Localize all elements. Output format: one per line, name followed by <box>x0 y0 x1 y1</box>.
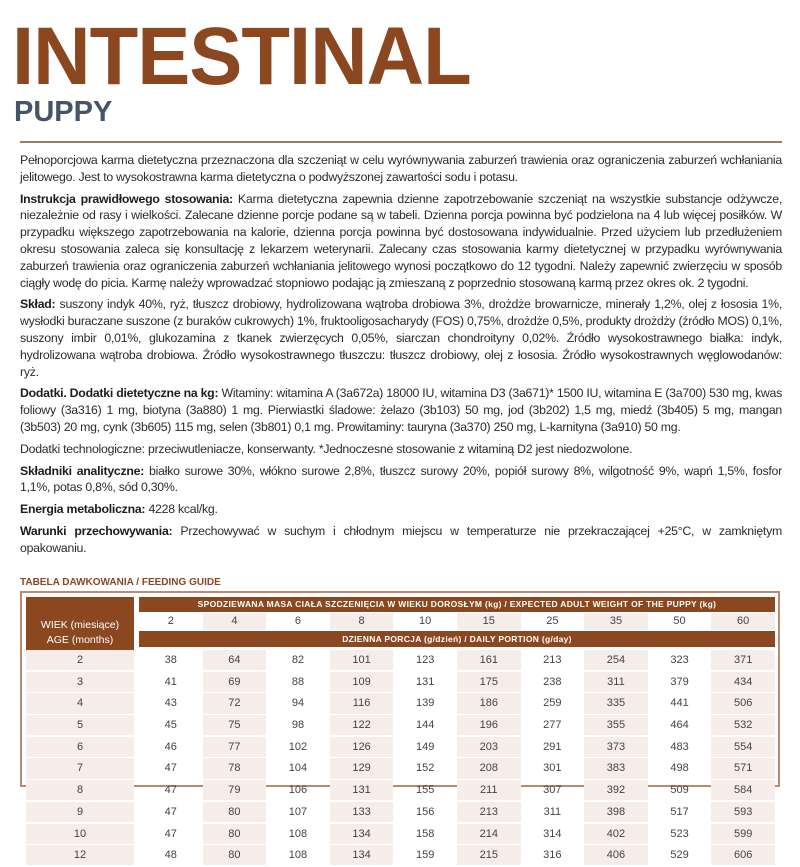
table-row <box>26 672 775 692</box>
portion-cell: 593 <box>711 802 775 822</box>
portion-cell: 506 <box>711 693 775 713</box>
portion-cell: 78 <box>203 758 267 778</box>
portion-cell: 79 <box>203 780 267 800</box>
section-paragraph <box>20 523 782 557</box>
table-row <box>26 802 775 822</box>
portion-cell: 323 <box>670 654 689 666</box>
portion-cell: 441 <box>670 697 689 710</box>
section-label: Składniki analityczne: <box>20 463 145 478</box>
table-row <box>26 758 775 778</box>
portion-cell: 82 <box>291 654 305 666</box>
section-text: Przechowywać w suchym i chłodnym miejscu w temperaturze nie przekraczającej +25°C, w zamkniętym opakowaniu. <box>20 523 782 555</box>
portion-cell: 43 <box>164 697 177 710</box>
portion-cell: 335 <box>584 693 648 713</box>
portion-cell: 373 <box>584 737 648 757</box>
portion-cell: 152 <box>415 762 435 775</box>
age-cell: 9 <box>26 802 134 822</box>
weight-header: SPODZIEWANA MASA CIAŁA SZCZENIĘCIA W WIEKU DOROSŁYM (kg) / EXPECTED ADULT WEIGHT OF THE PUPPY (kg) <box>139 597 775 612</box>
portion-cell: 108 <box>288 827 308 840</box>
weight-cell: 15 <box>457 613 521 630</box>
portion-cell: 371 <box>711 650 775 670</box>
portion-cell: 101 <box>330 650 394 670</box>
section-paragraph <box>20 463 782 497</box>
portion-cell: 498 <box>670 762 689 775</box>
table-row <box>26 737 775 757</box>
portion-cell: 47 <box>164 762 177 775</box>
portion-cell: 80 <box>203 802 267 822</box>
portion-cell: 314 <box>543 827 562 840</box>
portion-cell: 509 <box>670 784 689 797</box>
age-cell: 12 <box>26 845 134 865</box>
table-body <box>26 650 775 867</box>
portion-cell: 69 <box>203 672 267 692</box>
portion-cell: 175 <box>457 672 521 692</box>
table-row <box>26 715 775 735</box>
section-text: 4228 kcal/kg. <box>145 502 218 517</box>
portion-cell: 102 <box>288 740 308 753</box>
weight-cell: 10 <box>419 615 432 627</box>
portion-cell: 196 <box>457 715 521 735</box>
portion-cell: 94 <box>291 697 305 710</box>
portion-cell: 532 <box>711 715 775 735</box>
section-text: Witaminy: witamina A (3a672a) 18000 IU, witamina D3 (3a671)* 1500 IU, witamina E (3a700) 530 mg, kwas foliowy (3a316) 1 mg, biotyna (3a880) 1 mg. Pierwiastki śladowe: żelazo (3b103) 50 mg, jod (3b202) 1,5 mg, miedź (3b405) 5 mg, mangan (3b503) 20 mg, cynk (3b605) 115 mg, selen (3b801) 0,1 mg. Prowitaminy: tauryna (3a370) 250 mg, L-karnityna (3a910) 50 mg. <box>20 386 782 434</box>
table-row <box>26 845 775 865</box>
portion-cell: 104 <box>288 762 308 775</box>
portion-cell: 606 <box>711 845 775 865</box>
portion-cell: 215 <box>457 845 521 865</box>
portion-cell: 116 <box>330 693 394 713</box>
portion-cell: 88 <box>291 675 305 688</box>
portion-cell: 156 <box>415 805 435 818</box>
section-paragraph <box>20 501 782 518</box>
portion-cell: 208 <box>457 758 521 778</box>
portion-cell: 554 <box>711 737 775 757</box>
table-row <box>26 650 775 670</box>
weight-cell: 4 <box>203 613 267 630</box>
portion-cell: 213 <box>457 802 521 822</box>
weight-cell: 8 <box>330 613 394 630</box>
age-cell: 10 <box>26 824 134 844</box>
weight-cell: 50 <box>673 615 686 627</box>
age-cell: 5 <box>26 715 134 735</box>
portion-cell: 134 <box>330 824 394 844</box>
portion-cell: 45 <box>164 719 177 732</box>
portion-cell: 379 <box>670 675 689 688</box>
weight-cell: 35 <box>584 613 648 630</box>
portion-cell: 75 <box>203 715 267 735</box>
portion-cell: 571 <box>711 758 775 778</box>
portion-cell: 523 <box>670 827 689 840</box>
section-label: Dodatki. Dodatki dietetyczne na kg: <box>20 386 219 401</box>
portion-cell: 301 <box>543 762 562 775</box>
portion-cell: 214 <box>457 824 521 844</box>
age-header-en: AGE (months) <box>46 634 114 646</box>
portion-cell: 161 <box>457 650 521 670</box>
section-text: suszony indyk 40%, ryż, tłuszcz drobiowy, hydrolizowana wątroba drobiowa 3%, drożdże browarnicze, minerały 1,2%, olej z łososia 1%, wysłodki buraczane suszone (z buraków cukrowych) 1%, fruktooligosacharydy (FOS) 0,75%, drożdże 0,5%, produkty drożdży (źródło MOS) 0,1%, suszony imbir 0,01%, glukozamina z tkanek zwierzęcych 0,05%, siarczan chondroityny 0,02%. Źródło wysokostrawnego białka: indyk, hydrolizowana wątroba drobiowa. Źródło wysokostrawnego tłuszczu: tłuszcz drobiowy, olej z łososia. Źródło wysokostrawnych węglowodanów: ryż. <box>20 297 782 379</box>
description <box>20 152 782 562</box>
portion-cell: 47 <box>164 827 177 840</box>
portion-cell: 158 <box>415 827 435 840</box>
portion-cell: 108 <box>288 849 308 862</box>
weight-cell: 60 <box>711 613 775 630</box>
portion-cell: 383 <box>584 758 648 778</box>
portion-cell: 311 <box>543 805 562 818</box>
portion-cell: 123 <box>415 654 435 666</box>
section-label: Energia metaboliczna: <box>20 502 146 517</box>
table-row <box>26 780 775 800</box>
portion-cell: 392 <box>584 780 648 800</box>
portion-cell: 434 <box>711 672 775 692</box>
section-text: białko surowe 30%, włókno surowe 2,8%, tłuszcz surowy 20%, popiół surowy 8%, wilgotność 9%, wapń 1,5%, fosfor 1,1%, potas 0,8%, sód 0,30%. <box>20 463 782 495</box>
product-subtitle: PUPPY <box>14 96 113 128</box>
feeding-table <box>20 591 780 862</box>
portion-cell: 159 <box>415 849 435 862</box>
portion-cell: 48 <box>164 849 177 862</box>
portion-cell: 529 <box>670 849 689 862</box>
portion-cell: 72 <box>203 693 267 713</box>
portion-cell: 106 <box>288 784 308 797</box>
portion-cell: 80 <box>203 845 267 865</box>
weight-cell: 6 <box>294 615 302 627</box>
portion-cell: 203 <box>457 737 521 757</box>
portion-cell: 483 <box>670 740 689 753</box>
age-cell: 3 <box>26 672 134 692</box>
age-header-pl: WIEK (miesiące) <box>40 619 120 631</box>
portion-cell: 316 <box>543 849 562 862</box>
section-paragraph <box>20 441 782 458</box>
portion-cell: 77 <box>203 737 267 757</box>
portion-cell: 517 <box>670 805 689 818</box>
portion-cell: 129 <box>330 758 394 778</box>
portion-cell: 406 <box>584 845 648 865</box>
section-text: Karma dietetyczna zapewnia dzienne zapotrzebowanie szczeniąt na wszystkie substancje odżywcze, niezależnie od rasy i wielkości. Zalecane dzienne porcje podane są w tabeli. Dzienna porcja powinna być podzielona na 4 lub więcej posiłków. W przypadku większego zapotrzebowania na kalorie, dzienna porcja powinna być dostosowana indywidualnie. Przed użyciem lub przedłużeniem okresu stosowania zaleca się konsultację z lekarzem weterynarii. Zalecany czas stosowania karmy dietetycznej w przypadku wyrównywania zaburzeń trawienia oraz ograniczenia zaburzeń wchłaniania jelitowego wynosi początkowo do 12 tygodni. Należy zapewnić zwierzęciu w sposób ciągły wodę do picia. Karmę należy wprowadzać stopniowo podając ją zmieszaną z poprzednio stosowaną karmą przez okres ok. 2 tygodni. <box>20 191 782 290</box>
portion-cell: 47 <box>164 784 177 797</box>
section-paragraph <box>20 152 782 186</box>
age-cell: 4 <box>26 693 134 713</box>
section-paragraph <box>20 296 782 380</box>
portion-cell: 155 <box>415 784 435 797</box>
portion-cell: 311 <box>584 672 648 692</box>
portion-cell: 584 <box>711 780 775 800</box>
portion-cell: 38 <box>164 654 177 666</box>
section-paragraph <box>20 385 782 435</box>
portion-cell: 402 <box>584 824 648 844</box>
portion-cell: 134 <box>330 845 394 865</box>
portion-cell: 464 <box>670 719 689 732</box>
portion-cell: 80 <box>203 824 267 844</box>
age-cell: 8 <box>26 780 134 800</box>
portion-cell: 126 <box>330 737 394 757</box>
portion-cell: 307 <box>543 784 562 797</box>
portion-cell: 211 <box>457 780 521 800</box>
portion-cell: 259 <box>543 697 562 710</box>
portion-cell: 131 <box>330 780 394 800</box>
portion-cell: 46 <box>164 740 177 753</box>
divider <box>20 141 782 143</box>
portion-cell: 131 <box>415 675 435 688</box>
portion-cell: 398 <box>584 802 648 822</box>
portion-cell: 149 <box>415 740 435 753</box>
section-paragraph <box>20 191 782 292</box>
portion-cell: 599 <box>711 824 775 844</box>
section-label: Instrukcja prawidłowego stosowania: <box>20 191 233 206</box>
table-row <box>26 693 775 713</box>
portion-cell: 186 <box>457 693 521 713</box>
portion-cell: 355 <box>584 715 648 735</box>
portion-cell: 98 <box>291 719 305 732</box>
age-cell: 7 <box>26 758 134 778</box>
portion-cell: 291 <box>543 740 562 753</box>
section-label: Skład: <box>20 297 56 312</box>
weight-row <box>139 613 775 630</box>
portion-cell: 64 <box>203 650 267 670</box>
portion-cell: 277 <box>543 719 562 732</box>
portion-cell: 109 <box>330 672 394 692</box>
portion-cell: 41 <box>164 675 177 688</box>
section-text: Dodatki technologiczne: przeciwutleniacze, konserwanty. *Jednoczesne stosowanie z witaminą D2 jest niedozwolone. <box>20 441 633 456</box>
table-row <box>26 824 775 844</box>
portion-cell: 238 <box>543 675 562 688</box>
portion-header: DZIENNA PORCJA (g/dzień) / DAILY PORTION (g/day) <box>139 631 775 647</box>
section-text: Pełnoporcjowa karma dietetyczna przeznaczona dla szczeniąt w celu wyrównywania zaburzeń trawienia oraz ograniczenia zaburzeń wchłaniania jelitowego. Jest to wysokostrawna karma dietetyczna o podwyższonej zawartości sodu i potasu. <box>20 153 782 184</box>
portion-cell: 133 <box>330 802 394 822</box>
feeding-guide-title: TABELA DAWKOWANIA / FEEDING GUIDE <box>20 577 221 588</box>
portion-cell: 122 <box>330 715 394 735</box>
age-cell: 6 <box>26 737 134 757</box>
portion-cell: 254 <box>584 650 648 670</box>
product-title: INTESTINAL <box>12 11 471 102</box>
weight-cell: 2 <box>167 615 174 627</box>
age-cell: 2 <box>26 650 134 670</box>
portion-cell: 47 <box>164 805 177 818</box>
weight-cell: 25 <box>546 615 559 627</box>
portion-cell: 139 <box>415 697 435 710</box>
portion-cell: 213 <box>543 654 562 666</box>
portion-cell: 107 <box>288 805 308 818</box>
portion-cell: 144 <box>415 719 435 732</box>
section-label: Warunki przechowywania: <box>20 523 173 538</box>
